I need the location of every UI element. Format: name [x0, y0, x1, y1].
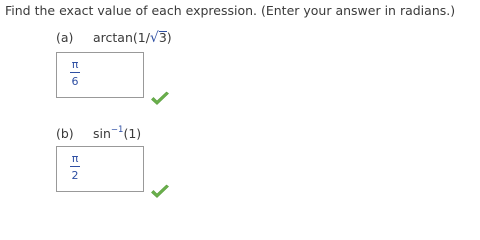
part-a-answer-numerator: π: [71, 58, 79, 71]
fraction-bar: [70, 72, 80, 73]
square-root: [150, 30, 167, 46]
part-b-label: (b): [56, 126, 74, 141]
part-a-expression: [93, 30, 172, 46]
part-b-expression: [93, 126, 141, 141]
checkmark-icon: [150, 184, 170, 200]
part-b-answer-field[interactable]: [56, 146, 144, 192]
part-a-answer-denominator: 6: [71, 75, 79, 88]
checkmark-icon: [150, 91, 170, 107]
part-b-expression-suffix: (1): [123, 126, 142, 142]
part-a-answer-fraction: [70, 58, 80, 88]
part-b-superscript: −1: [110, 125, 124, 135]
part-a-radicand: 3: [158, 30, 167, 45]
part-a-expression-prefix: arctan(1/: [93, 30, 150, 45]
part-b-expression-prefix: sin: [93, 126, 111, 142]
part-a-expression-suffix: ): [166, 30, 172, 45]
part-b-answer-numerator: π: [71, 152, 79, 165]
part-a-answer-field[interactable]: [56, 52, 144, 98]
radical-sign-icon: √: [149, 30, 159, 46]
part-a-label: (a): [56, 30, 74, 45]
part-b-answer-denominator: 2: [71, 169, 79, 182]
question-instruction: Find the exact value of each expression. (Enter your answer in radians.): [5, 3, 456, 18]
part-b-answer-fraction: [70, 152, 80, 182]
fraction-bar: [70, 166, 80, 167]
